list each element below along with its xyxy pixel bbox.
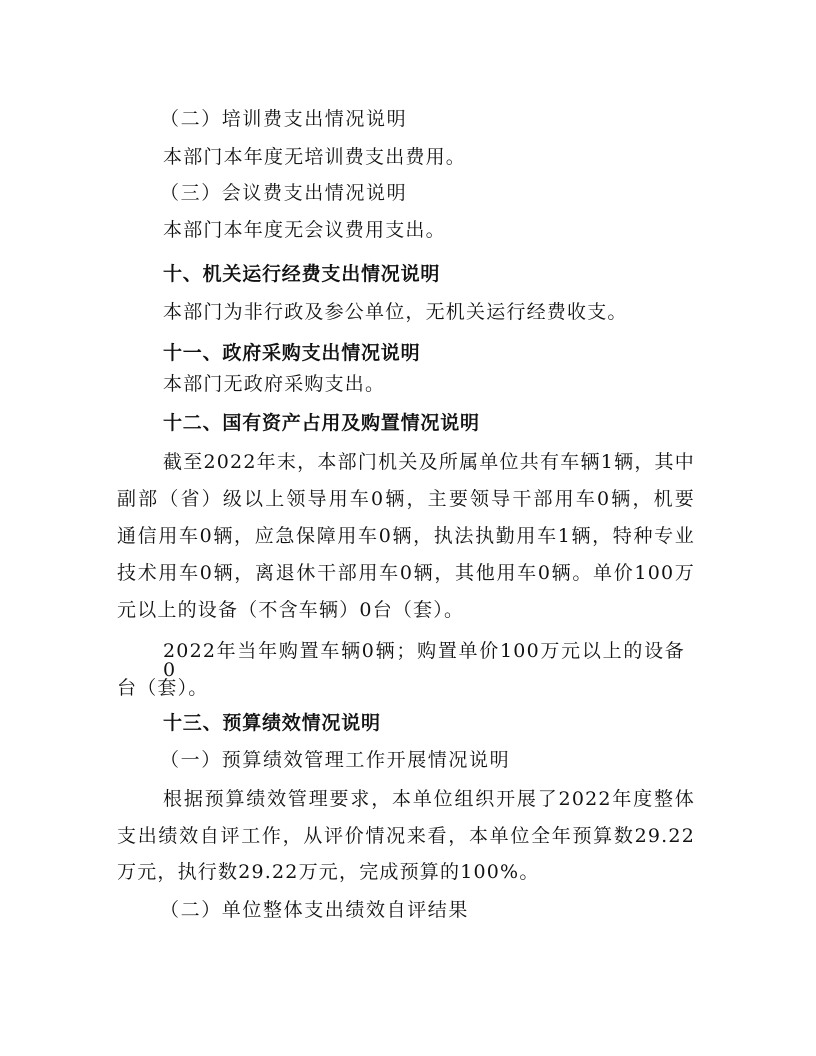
paragraph-assets-line-2: 副部（省）级以上领导用车0辆，主要领导干部用车0辆，机要 (117, 488, 695, 510)
paragraph-performance-line-1: 根据预算绩效管理要求，本单位组织开展了2022年度整体 (163, 788, 695, 810)
paragraph-operating-expenses: 本部门为非行政及参公单位，无机关运行经费收支。 (163, 301, 628, 323)
paragraph-assets-line-1: 截至2022年末，本部门机关及所属单位共有车辆1辆，其中 (163, 451, 695, 473)
subheading-training-fees: （二）培训费支出情况说明 (160, 108, 408, 130)
subheading-performance-management: （一）预算绩效管理工作开展情况说明 (160, 749, 511, 771)
paragraph-performance-line-3: 万元，执行数29.22万元，完成预算的100%。 (117, 861, 540, 883)
paragraph-meeting-fees: 本部门本年度无会议费用支出。 (163, 219, 446, 241)
paragraph-assets-line-5: 元以上的设备（不含车辆）0台（套）。 (117, 599, 465, 621)
paragraph-purchases-line-2: 台（套）。 (117, 677, 209, 699)
paragraph-performance-line-2: 支出绩效自评工作，从评价情况来看，本单位全年预算数29.22 (117, 825, 695, 847)
section-heading-11: 十一、政府采购支出情况说明 (163, 342, 421, 364)
subheading-self-evaluation-results: （二）单位整体支出绩效自评结果 (160, 899, 470, 921)
section-heading-13: 十三、预算绩效情况说明 (163, 712, 381, 734)
paragraph-procurement: 本部门无政府采购支出。 (163, 373, 386, 395)
paragraph-assets-line-3: 通信用车0辆，应急保障用车0辆，执法执勤用车1辆，特种专业 (117, 525, 695, 547)
subheading-meeting-fees: （三）会议费支出情况说明 (160, 182, 408, 204)
paragraph-assets-line-4: 技术用车0辆，离退休干部用车0辆，其他用车0辆。单价100万 (117, 562, 695, 584)
section-heading-12: 十二、国有资产占用及购置情况说明 (163, 412, 480, 434)
paragraph-purchases-line-1: 2022年当年购置车辆0辆；购置单价100万元以上的设备0 (163, 640, 685, 681)
section-heading-10: 十、机关运行经费支出情况说明 (163, 263, 441, 285)
paragraph-training-fees: 本部门本年度无培训费支出费用。 (163, 146, 467, 168)
